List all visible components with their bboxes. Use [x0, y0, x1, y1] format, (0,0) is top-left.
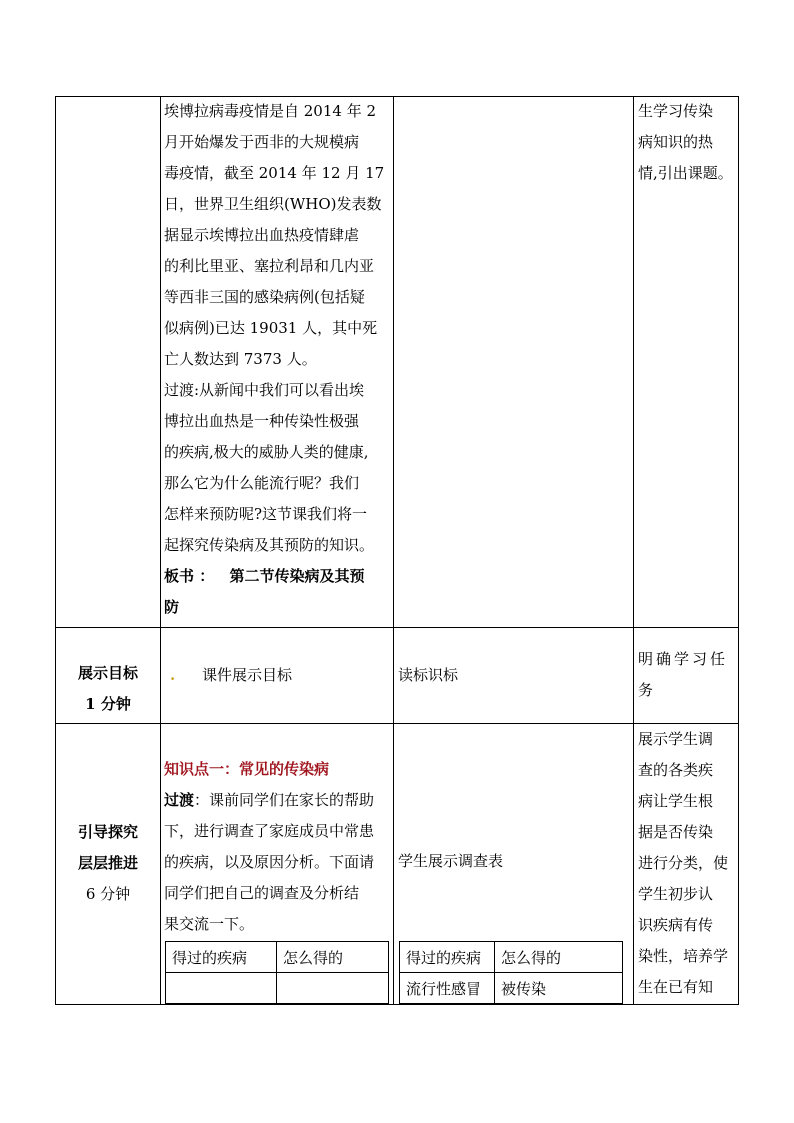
text-line: 的利比里亚、塞拉利昂和几内亚 — [164, 257, 375, 275]
transition-line — [164, 785, 390, 816]
stage-title-line: 引导探究 — [77, 823, 138, 841]
student-survey-table — [399, 941, 623, 1004]
teacher-survey-table — [165, 941, 389, 1004]
text-line: 学生初步认 — [638, 885, 714, 903]
text-line: 埃博拉病毒疫情是自 2014 年 2 — [164, 102, 377, 120]
row2-student-activity — [398, 660, 630, 691]
col-line-2 — [393, 96, 394, 1005]
table-header-cell: 怎么得的 — [495, 942, 623, 973]
text-line: 情,引出课题。 — [638, 164, 733, 182]
board-heading — [164, 561, 390, 592]
table-header-cell: 怎么得的 — [277, 942, 389, 973]
knowledge-point-heading: 知识点一：常见的传染病 — [164, 760, 330, 778]
transition-label: 过渡 — [164, 791, 195, 809]
table-cell: 流行性感冒 — [400, 973, 495, 1004]
table-cell — [166, 973, 277, 1004]
text-line: 似病例)已达 19031 人，其中死 — [164, 319, 378, 337]
text-line: 生在已有知 — [638, 978, 714, 996]
row2-stage — [56, 658, 160, 720]
teacher-text: 课件展示目标 — [202, 666, 293, 684]
student-text: 读标识标 — [398, 666, 459, 684]
text-line: 过渡:从新闻中我们可以看出埃 — [164, 381, 365, 399]
row2-design-intent — [638, 644, 738, 706]
table-border-bottom — [55, 1004, 739, 1005]
text-line: 博拉出血热是一种传染性极强 — [164, 412, 360, 430]
text-line: 月开始爆发于西非的大规模病 — [164, 133, 360, 151]
col-line-1 — [160, 96, 161, 1005]
text-line: 染性，培养学 — [638, 947, 729, 965]
text-line: 日，世界卫生组织(WHO)发表数 — [164, 195, 382, 213]
table-border-top — [55, 96, 739, 97]
row1-design-intent — [638, 96, 738, 189]
row-divider-2 — [55, 723, 739, 724]
text-line: 据是否传染 — [638, 823, 714, 841]
text-line: 毒疫情，截至 2014 年 12 月 17 — [164, 164, 385, 182]
text-line: 识疾病有传 — [638, 916, 714, 934]
table-border-right — [738, 96, 739, 1005]
text-line: ：课前同学们在家长的帮助 — [194, 791, 375, 809]
text-line: 务 — [638, 681, 657, 699]
text-line: 同学们把自己的调查及分析结 — [164, 884, 360, 902]
board-title-cont: 防 — [164, 598, 180, 616]
row3-design-intent — [638, 724, 738, 1003]
text-line: 果交流一下。 — [164, 915, 255, 933]
board-title: 第二节传染病及其预 — [229, 567, 365, 585]
text-line: 病让学生根 — [638, 792, 714, 810]
text-line: 据显示埃博拉出血热疫情肆虐 — [164, 226, 360, 244]
text-line: 病知识的热 — [638, 133, 714, 151]
stage-title: 展示目标 — [77, 664, 138, 682]
text-line: 等西非三国的感染病例(包括疑 — [164, 288, 365, 306]
stage-time: 1 分钟 — [85, 695, 131, 713]
stage-title-line: 层层推进 — [77, 854, 138, 872]
text-line: 展示学生调 — [638, 730, 714, 748]
board-label: 板书 ： — [164, 567, 215, 585]
text-line: 亡人数达到 7373 人。 — [164, 350, 317, 368]
row1-teacher-activity — [164, 96, 390, 623]
text-line: 明确学习任 — [638, 650, 729, 668]
text-line: 那么它为什么能流行呢？我们 — [164, 474, 360, 492]
student-text: 学生展示调查表 — [398, 852, 504, 870]
text-line: 进行分类，使 — [638, 854, 729, 872]
row3-teacher-activity — [164, 754, 390, 940]
table-cell — [277, 973, 389, 1004]
text-line: 查的各类疾 — [638, 761, 714, 779]
text-line: 起探究传染病及其预防的知识。 — [164, 536, 375, 554]
table-cell: 被传染 — [495, 973, 623, 1004]
row-divider-1 — [55, 627, 739, 628]
col-line-3 — [633, 96, 634, 1005]
text-line: 下，进行调查了家庭成员中常患 — [164, 822, 375, 840]
table-header-cell: 得过的疾病 — [400, 942, 495, 973]
bullet-dot: . — [170, 666, 176, 684]
text-line: 生学习传染 — [638, 102, 714, 120]
row3-student-activity — [398, 846, 630, 877]
row2-teacher-activity — [164, 660, 390, 691]
text-line: 的疾病，以及原因分析。下面请 — [164, 853, 375, 871]
text-line: 怎样来预防呢?这节课我们将一 — [164, 505, 368, 523]
text-line: 的疾病,极大的威胁人类的健康, — [164, 443, 369, 461]
table-header-cell: 得过的疾病 — [166, 942, 277, 973]
stage-time: 6 分钟 — [85, 885, 131, 903]
row3-stage — [56, 817, 160, 910]
